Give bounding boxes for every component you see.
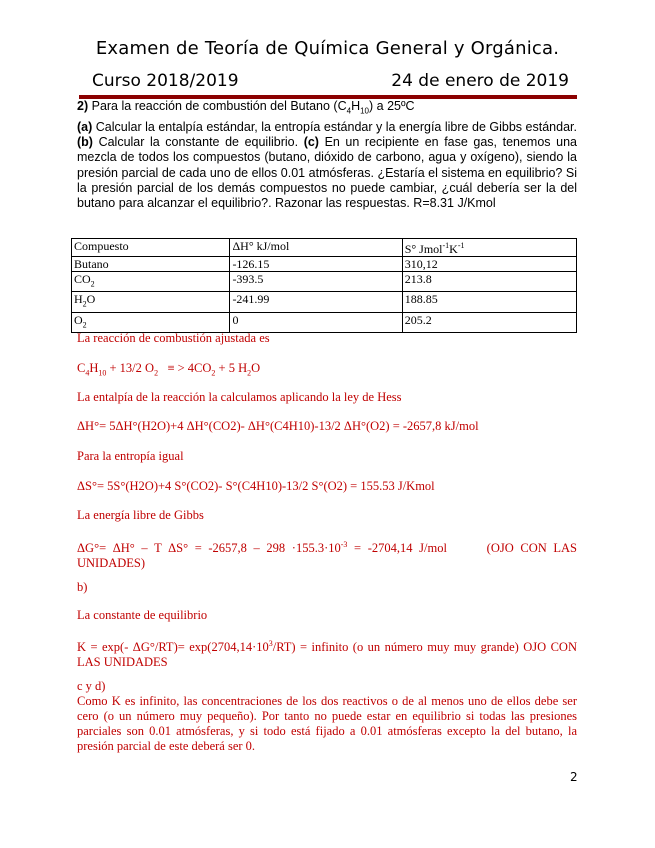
part-cd-answer-text: Como K es infinito, las concentraciones de los dos reactivos o de al menos uno de ellos debe ser cero (o un número muy pequeño). Por tanto no puede estar en equilibrio si todas las presiones parciales son 0.01 atmósferas, y si todo está fijado a 0.01 atmósferas excepto la del butano, la presión parcial de este deberá ser 0.: [77, 694, 577, 753]
equilibrium-constant-formula: K = exp(- $\Delta G^\circ/RT)= \exp(2704,14\cdot 10^3/RT)$ = infinito (o un número muy muy grande) OJO CON LAS UNIDADES: [77, 639, 577, 670]
part-b-label: (b): [77, 135, 93, 150]
table-row: [72, 292, 577, 312]
enthalpy-cell: -126.15: [230, 257, 402, 272]
compound-cell: Butano: [72, 257, 230, 272]
table-row: [72, 272, 577, 292]
entropy-cell: 188.85: [402, 292, 576, 312]
part-b-text: Calcular la constante de equilibrio.: [98, 135, 299, 150]
compound-cell: $CO_2$: [72, 272, 230, 292]
answer-gibbs-intro: La energía libre de Gibbs: [77, 508, 204, 522]
page-number: 2: [570, 770, 578, 784]
part-a-label: (a): [77, 120, 93, 134]
table-header: ΔH° kJ/mol: [230, 239, 402, 257]
part-b-answer-label: b): [77, 580, 88, 594]
table-header-row: [72, 239, 577, 257]
enthalpy-formula: ΔH°= 5ΔH°(H2O)+4 ΔH°(CO2)- ΔH°(C4H10)-13/2 ΔH°(O2) = -2657,8 kJ/mol: [77, 419, 479, 433]
part-c-label: (c): [303, 135, 319, 150]
answer-reaction-intro: La reacción de combustión ajustada es: [77, 331, 270, 345]
entropy-formula: ΔS°= 5S°(H2O)+4 S°(CO2)- S°(C4H10)-13/2 S°(O2) = 155.53 J/Kmol: [77, 479, 435, 493]
part-a-text: Calcular la entalpía estándar, la entropía estándar y la energía libre de Gibbs estándar.: [95, 120, 577, 134]
table-header: Compuesto: [72, 239, 230, 257]
answer-entropy-intro: Para la entropía igual: [77, 449, 184, 463]
exam-date: 24 de enero de 2019: [391, 71, 569, 91]
answer-enthalpy-intro: La entalpía de la reacción la calculamos aplicando la ley de Hess: [77, 390, 402, 404]
enthalpy-cell: -241.99: [230, 292, 402, 312]
gibbs-formula: ΔG°= ΔH° – T $\Delta S^\circ = -2657,8 - 298 \cdot 155.3\cdot 10^{-3} = -2704,14$ J/mol (OJO CON LAS UNIDADES): [77, 540, 581, 571]
answer-equilibrium-intro: La constante de equilibrio: [77, 608, 208, 622]
table-header: S° $Jmol^{-1}K^{-1}$: [402, 239, 576, 257]
table-row: [72, 257, 577, 272]
part-c-text: En un recipiente en fase gas, tenemos una mezcla de todos los compuestos (butano, dióxido de carbono, agua y oxígeno), siendo la presión parcial de cada uno de ellos 0.01 atmósferas. ¿Estaría el sistema en equilibrio? Si la presión parcial de los demás compuestos no puede cambiar, ¿cuál debería ser la del butano para alcanzar el equilibrio?. Razonar las respuestas. R=8.31 J/Kmol: [77, 135, 577, 211]
entropy-cell: 213.8: [402, 272, 576, 292]
question-body: [77, 120, 577, 211]
compound-cell: $H_2O$: [72, 292, 230, 312]
enthalpy-cell: -393.5: [230, 272, 402, 292]
question-heading: [77, 99, 415, 116]
exam-title: Examen de Teoría de Química General y Orgánica.: [95, 38, 560, 59]
entropy-cell: 310,12: [402, 257, 576, 272]
enthalpy-cell: 0: [230, 312, 402, 332]
compound-cell: $O_2$: [72, 312, 230, 332]
question-number: 2): [77, 99, 89, 113]
course-year: Curso 2018/2019: [92, 71, 239, 91]
thermo-data-table: [71, 238, 577, 333]
table-row: [72, 312, 577, 332]
entropy-cell: 205.2: [402, 312, 576, 332]
question-intro: Para la reacción de combustión del Butano $(C_4H_{10})$ a 25ºC: [91, 99, 415, 116]
part-cd-answer-label: c y d): [77, 679, 106, 693]
balanced-equation: $C_4H_{10} + 13/2$ $O_2$ ≡ > $4CO_2 + 5$ $H_2O$: [77, 361, 261, 378]
